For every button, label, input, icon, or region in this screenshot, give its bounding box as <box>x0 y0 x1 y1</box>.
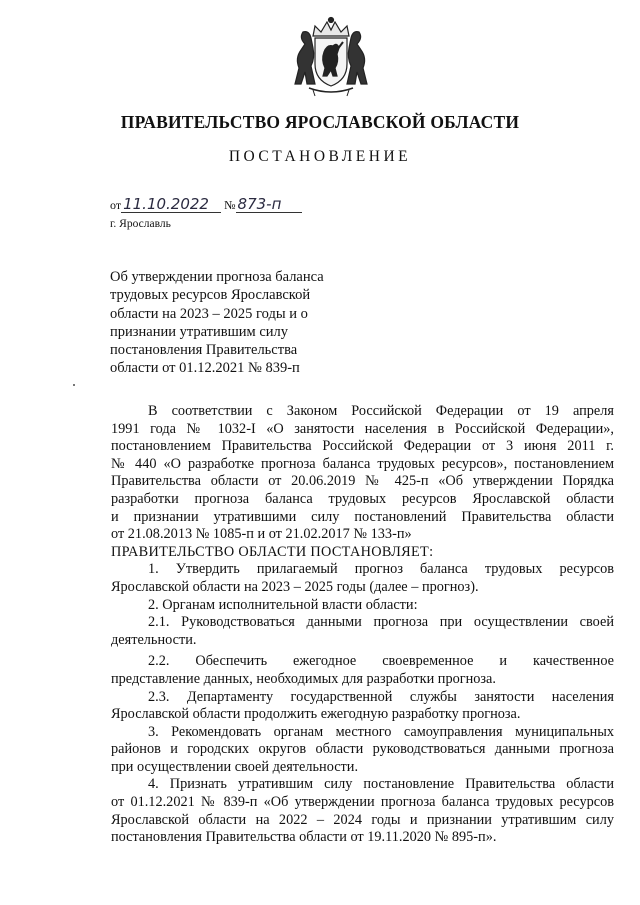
document-body <box>111 403 614 847</box>
paragraph-3-line: при осуществлении своей деятельности. <box>111 758 359 775</box>
subject-line: области на 2023 – 2025 годы и о <box>110 305 308 322</box>
paragraph-4-line: 4. Признать утратившим силу постановление Правительства области <box>148 776 614 793</box>
number-prefix: № <box>224 198 236 212</box>
paragraph-3-line: 3. Рекомендовать органам местного самоуправления муниципальных <box>148 723 614 740</box>
decree-heading: ПРАВИТЕЛЬСТВО ОБЛАСТИ ПОСТАНОВЛЯЕТ: <box>111 543 434 560</box>
preamble-line: разработки прогноза баланса трудовых ресурсов Ярославской области <box>111 490 614 507</box>
scan-mark <box>73 384 75 386</box>
preamble-line: № 440 «О разработке прогноза баланса трудовых ресурсов», постановлением <box>111 455 614 472</box>
date-prefix: от <box>110 198 122 212</box>
preamble-line: постановлением Правительства Российской Федерации от 3 июня 2011 г. <box>111 438 614 455</box>
subject-line: области от 01.12.2021 № 839-п <box>110 360 300 377</box>
paragraph-4-line: постановления Правительства области от 19.11.2020 № 895-п». <box>111 829 497 846</box>
document-subject <box>110 268 340 378</box>
paragraph-2-3-line: Ярославской области продолжить ежегодную разработку прогноза. <box>111 706 521 723</box>
paragraph-2-1-line: деятельности. <box>111 631 197 648</box>
handwritten-date: 11.10.2022 <box>121 196 221 213</box>
date-number-line <box>110 196 302 213</box>
paragraph-2-2-line: представление данных, необходимых для разработки прогноза. <box>111 670 496 687</box>
paragraph-4-line: Ярославской области на 2022 – 2024 годы и признании утратившим силу <box>111 811 614 828</box>
paragraph-3-line: районов и городских округов области руководствоваться данными прогноза <box>111 741 614 758</box>
paragraph-2-3-line: 2.3. Департаменту государственной службы занятости населения <box>148 688 614 705</box>
city: г. Ярославль <box>110 218 171 230</box>
preamble-line: от 21.08.2013 № 1085-п и от 21.02.2017 № 133-п» <box>111 526 412 543</box>
paragraph-1-line: Ярославской области на 2023 – 2025 годы (далее – прогноз). <box>111 578 479 595</box>
subject-line: постановления Правительства <box>110 342 298 359</box>
government-title: ПРАВИТЕЛЬСТВО ЯРОСЛАВСКОЙ ОБЛАСТИ <box>120 112 520 132</box>
paragraph-2: 2. Органам исполнительной власти области: <box>148 596 418 613</box>
paragraph-4-line: от 01.12.2021 № 839-п «Об утверждении прогноза баланса трудовых ресурсов <box>111 794 614 811</box>
preamble-line: В соответствии с Законом Российской Федерации от 19 апреля <box>148 403 614 419</box>
subject-line: признании утратившим силу <box>110 323 289 340</box>
preamble-line: и признании утратившими силу постановлений Правительства области <box>111 508 614 525</box>
preamble-line: 1991 года № 1032-I «О занятости населения в Российской Федерации», <box>111 420 614 437</box>
handwritten-number: 873-п <box>236 196 302 213</box>
preamble-line: Правительства области от 20.06.2019 № 425-п «Об утверждении Порядка <box>111 473 614 490</box>
paragraph-2-2-line: 2.2. Обеспечить ежегодное своевременное и качественное <box>148 653 614 670</box>
subject-line: трудовых ресурсов Ярославской <box>110 287 311 304</box>
paragraph-1-line: 1. Утвердить прилагаемый прогноз баланса трудовых ресурсов <box>148 561 614 578</box>
coat-of-arms-emblem <box>291 14 371 98</box>
subject-line: Об утверждении прогноза баланса <box>110 269 324 285</box>
document-type: ПОСТАНОВЛЕНИЕ <box>228 148 412 165</box>
paragraph-2-1-line: 2.1. Руководствоваться данными прогноза при осуществлении своей <box>148 614 614 631</box>
